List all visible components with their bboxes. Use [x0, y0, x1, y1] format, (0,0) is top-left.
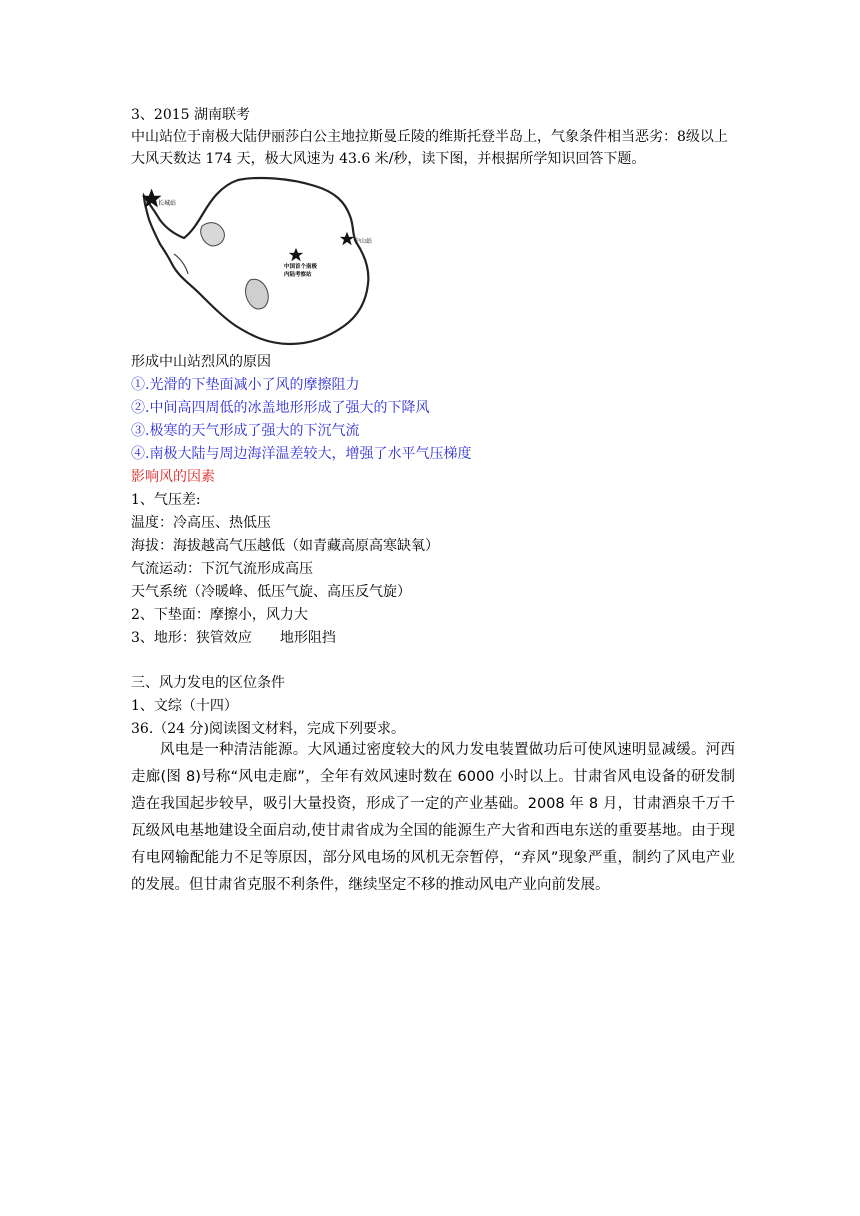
factor-line: 气流运动：下沉气流形成高压 [131, 561, 313, 577]
option-2: ②.中间高四周低的冰盖地形形成了强大的下降风 [131, 400, 430, 416]
question-stem: 形成中山站烈风的原因 [131, 354, 271, 370]
option-3: ③.极寒的天气形成了强大的下沉气流 [131, 423, 360, 439]
material-paragraph: 风电是一种清洁能源。大风通过密度较大的风力发电装置做功后可使风速明显减缓。河西走廊(图 8)号称“风电走廊”，全年有效风速时数在 6000 小时以上。甘肃省风电设备的研发制造在我国起步较早，吸引大量投资，形成了一定的产业基础。2008 年 8 月，甘肃酒泉千万千瓦级风电基地建设全面启动,使甘肃省成为全国的能源生产大省和西电东送的重要基地。由于现有电网输配能力不足等原因，部分风电场的风机无奈暂停，“弃风”现象严重，制约了风电产业的发展。但甘肃省克服不利条件，继续坚定不移的推动风电产业向前发展。 [131, 742, 735, 893]
label-changcheng: 长城站 [158, 200, 177, 207]
option-1: ①.光滑的下垫面减小了风的摩擦阻力 [131, 377, 360, 393]
antarctica-map [140, 176, 390, 348]
label-inland-2: 内陆考察站 [284, 272, 312, 278]
question-36: 36.（24 分)阅读图文材料，完成下列要求。 [131, 721, 405, 737]
section-subtitle: 1、文综（十四） [131, 698, 238, 714]
question-heading: 3、2015 湖南联考 [131, 107, 250, 123]
factors-title: 影响风的因素 [131, 469, 215, 485]
antarctica-outline [144, 178, 368, 344]
factor-line: 2、下垫面：摩擦小，风力大 [131, 607, 308, 623]
label-inland-1: 中国首个南极 [284, 264, 318, 270]
factor-line: 天气系统（冷暖峰、低压气旋、高压反气旋） [131, 584, 411, 600]
factor-line: 温度：冷高压、热低压 [131, 515, 271, 531]
question-intro: 中山站位于南极大陆伊丽莎白公主地拉斯曼丘陵的维斯托登半岛上，气象条件相当恶劣：8级以上大风天数达 174 天，极大风速为 43.6 米/秒，读下图，并根据所学知识回答下题。 [131, 129, 728, 167]
factor-line: 3、地形：狭管效应 地形阻挡 [131, 630, 336, 646]
option-4: ④.南极大陆与周边海洋温差较大，增强了水平气压梯度 [131, 446, 472, 462]
factor-line: 1、气压差: [131, 492, 201, 508]
factor-line: 海拔：海拔越高气压越低（如青藏高原高寒缺氧） [131, 538, 439, 554]
label-zhongshan: 中山站 [354, 238, 373, 245]
section-title: 三、风力发电的区位条件 [131, 675, 285, 691]
